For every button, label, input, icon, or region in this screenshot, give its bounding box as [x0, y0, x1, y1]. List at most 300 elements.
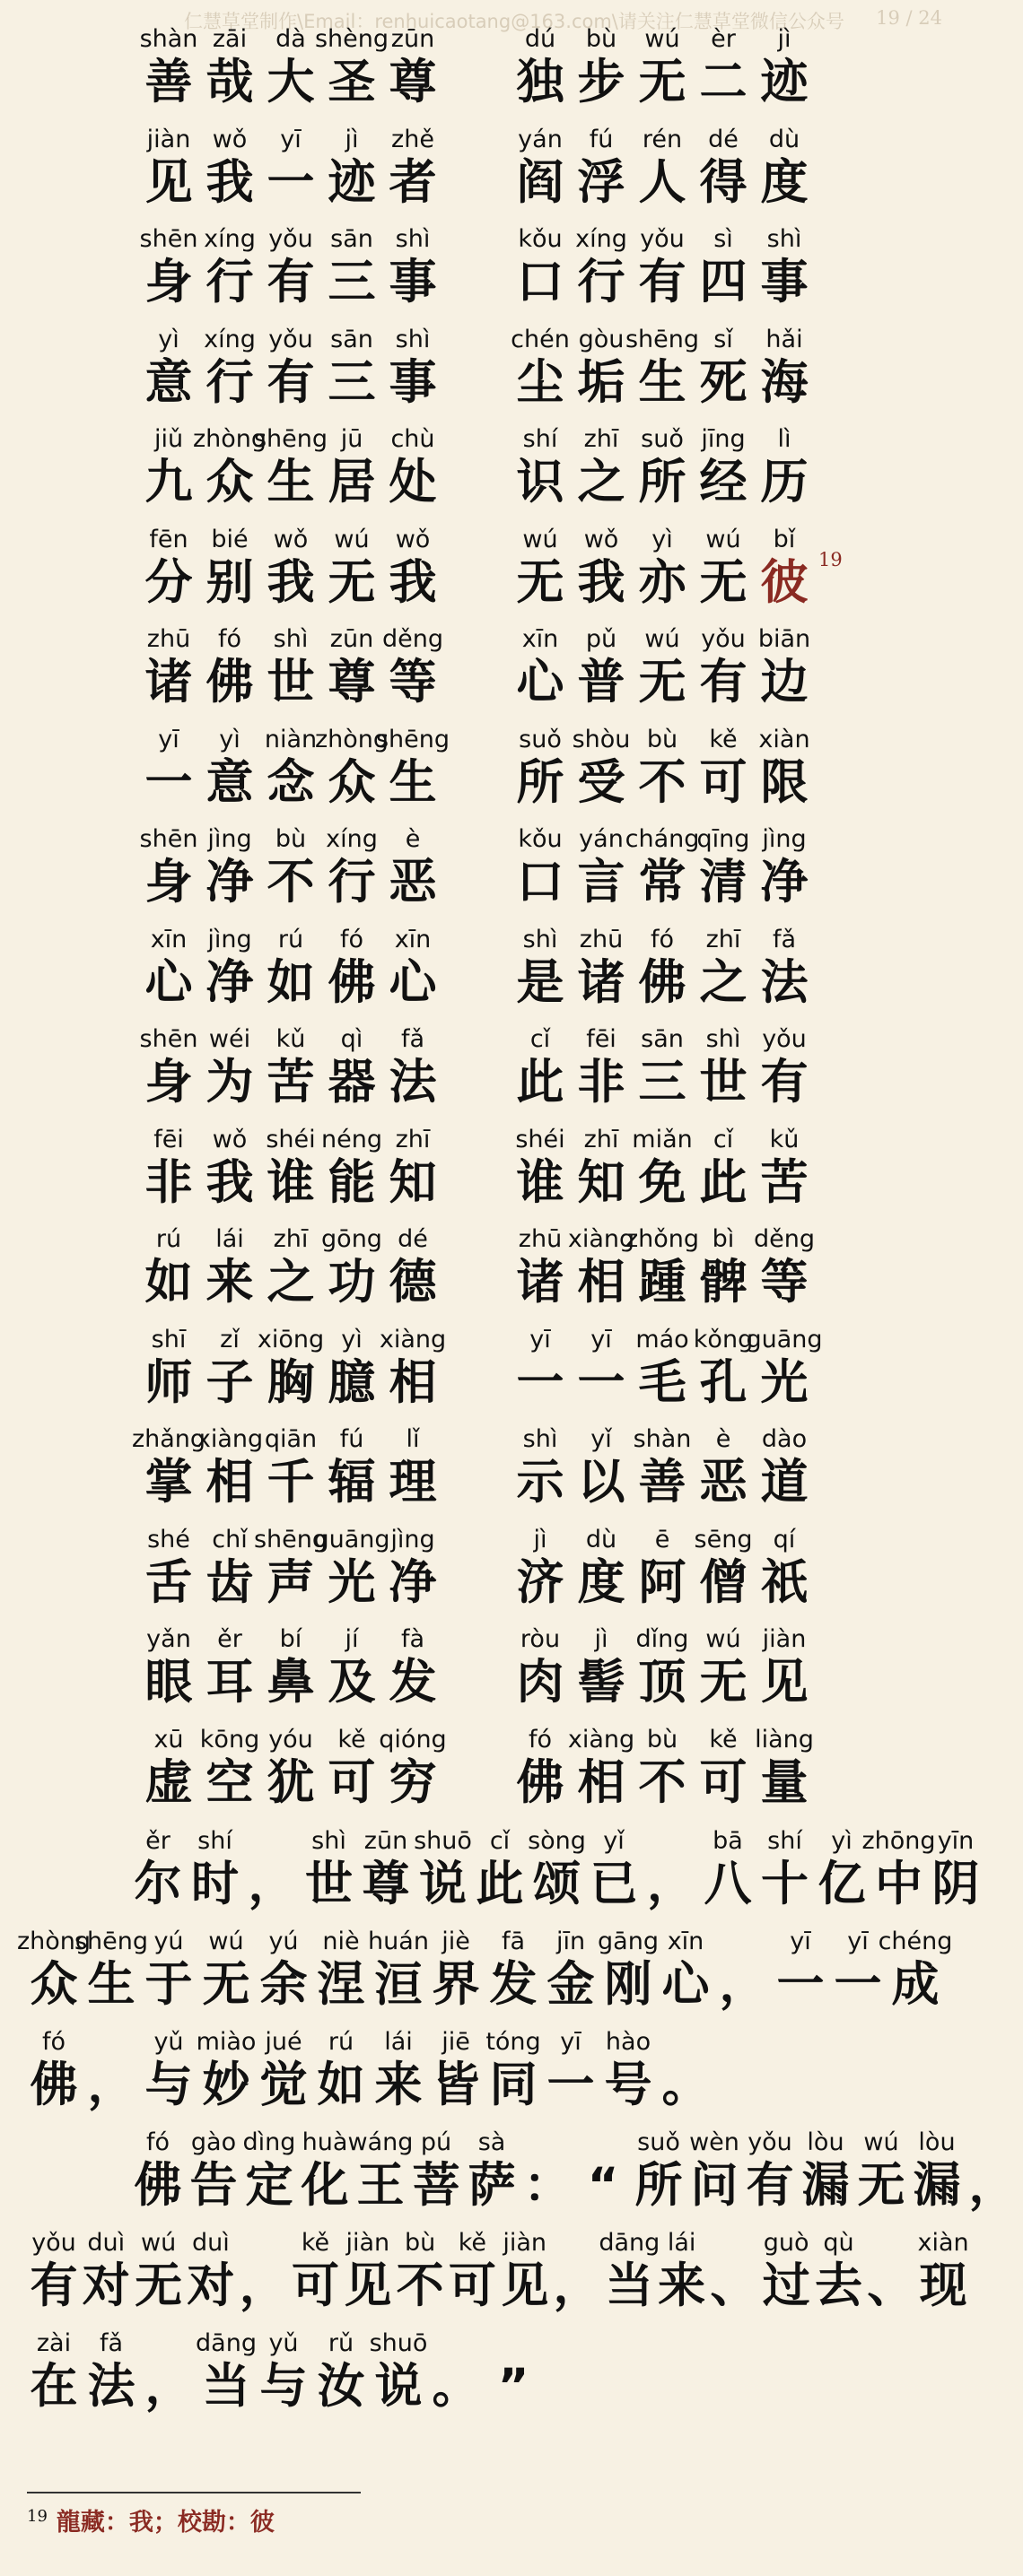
- hanzi: 济: [516, 1554, 564, 1610]
- hanzi: 佛: [134, 2158, 182, 2213]
- hanzi: 是: [516, 954, 564, 1010]
- hanzi: 善: [638, 1455, 686, 1510]
- pinyin: lái: [384, 2028, 413, 2056]
- pinyin: bù: [585, 25, 617, 53]
- pinyin: kǒng: [693, 1325, 754, 1353]
- pinyin: jìng: [207, 825, 252, 853]
- hanzi: 世: [699, 1055, 748, 1110]
- pinyin: yì: [158, 325, 179, 353]
- pinyin: zhǎng: [131, 1425, 206, 1453]
- hanzi: 无: [202, 1957, 250, 2012]
- pinyin: yì: [219, 725, 240, 753]
- verse-line: [0, 1126, 969, 1226]
- hanzi: 与: [259, 2359, 308, 2414]
- hanzi: 法: [760, 954, 809, 1010]
- hanzi: 萨: [468, 2158, 516, 2213]
- pinyin: yī: [590, 1325, 612, 1353]
- hanzi: 阿: [638, 1554, 686, 1610]
- hanzi: 阴: [931, 1857, 980, 1911]
- pinyin: yì: [341, 1325, 363, 1353]
- hanzi: 皆: [432, 2058, 480, 2112]
- pinyin: děng: [381, 625, 443, 653]
- pinyin: shēng: [74, 1928, 149, 1955]
- verse-line: [0, 825, 969, 926]
- hanzi: 海: [760, 354, 809, 410]
- hanzi: 一: [516, 1354, 564, 1410]
- pinyin: yú: [268, 1928, 299, 1955]
- hanzi: 四: [699, 255, 748, 309]
- hanzi: 尊: [362, 1857, 410, 1911]
- pinyin: yǒu: [268, 225, 313, 253]
- verse-line: [0, 1726, 969, 1826]
- pinyin: fú: [589, 125, 614, 153]
- hanzi: 谁: [516, 1154, 564, 1210]
- pinyin: xiàng: [379, 1325, 447, 1353]
- hanzi: 大: [267, 55, 315, 109]
- pinyin: rú: [155, 1225, 182, 1253]
- pinyin: bí: [279, 1625, 302, 1653]
- pinyin: zūn: [363, 1827, 408, 1855]
- hanzi: 边: [760, 655, 809, 709]
- hanzi: 如: [144, 1255, 193, 1310]
- pinyin: tóng: [485, 2028, 541, 2056]
- hanzi: 如: [267, 954, 315, 1010]
- hanzi: 漏: [913, 2158, 961, 2213]
- pinyin: zhě: [391, 125, 434, 153]
- hanzi: 不: [638, 754, 686, 810]
- pinyin: cǐ: [713, 1125, 734, 1153]
- hanzi: 善: [144, 55, 193, 109]
- hanzi: 有: [267, 354, 315, 410]
- hanzi: 眼: [144, 1655, 193, 1710]
- pinyin: fà: [400, 1625, 425, 1653]
- pinyin: suǒ: [637, 2128, 680, 2156]
- hanzi: 事: [389, 354, 437, 410]
- hanzi: 处: [389, 455, 437, 509]
- hanzi: 相: [205, 1455, 254, 1510]
- hanzi: 理: [389, 1455, 437, 1510]
- pinyin: dāng: [599, 2229, 660, 2257]
- pinyin: dù: [768, 125, 800, 153]
- footnote-divider: [27, 2492, 361, 2493]
- pinyin: fēn: [149, 525, 188, 553]
- hanzi: 身: [144, 855, 193, 909]
- hanzi: 世: [305, 1857, 353, 1911]
- hanzi: 空: [205, 1754, 254, 1810]
- pinyin: fú: [339, 1425, 364, 1453]
- pinyin: shēng: [375, 725, 450, 753]
- prose-line: [0, 1827, 980, 1928]
- hanzi: 过: [762, 2258, 810, 2313]
- pinyin: guāng: [746, 1325, 823, 1353]
- hanzi: 可: [328, 1754, 376, 1810]
- hanzi: 一: [267, 154, 315, 210]
- hanzi: ：: [523, 2158, 572, 2213]
- pinyin: zhī: [583, 425, 619, 453]
- pinyin: kǔ: [275, 1025, 306, 1053]
- hanzi: 能: [328, 1154, 376, 1210]
- hanzi: 掌: [144, 1455, 193, 1510]
- pinyin: èr: [711, 25, 736, 53]
- hanzi: 示: [516, 1455, 564, 1510]
- pinyin: fǎ: [772, 925, 797, 953]
- hanzi: 三: [328, 354, 376, 410]
- pinyin: wǒ: [212, 125, 248, 153]
- hanzi: 八: [704, 1857, 752, 1911]
- hanzi: 之: [699, 954, 748, 1010]
- pinyin: jū: [340, 425, 363, 453]
- pinyin: máo: [635, 1325, 689, 1353]
- hanzi: 有: [760, 1055, 809, 1110]
- hanzi: 等: [389, 655, 437, 709]
- hanzi: 无: [638, 55, 686, 109]
- pinyin: guò: [763, 2229, 809, 2257]
- hanzi: 觉: [259, 2058, 308, 2112]
- hanzi: 无: [516, 554, 564, 610]
- pinyin: jīn: [555, 1928, 586, 1955]
- hanzi: 恶: [699, 1455, 748, 1510]
- pinyin: jiàn: [345, 2229, 390, 2257]
- pinyin: yán: [579, 825, 624, 853]
- hanzi: 分: [144, 554, 193, 610]
- hanzi: 言: [577, 855, 625, 909]
- pinyin: zhōng: [861, 1827, 936, 1855]
- hanzi: 不: [638, 1754, 686, 1810]
- hanzi: 佛: [205, 655, 254, 709]
- pinyin: shì: [273, 625, 309, 653]
- pinyin: sēng: [694, 1525, 753, 1553]
- pinyin: gào: [190, 2128, 237, 2156]
- verse-line: [0, 926, 969, 1026]
- pinyin: cǐ: [489, 1827, 511, 1855]
- hanzi: 号: [604, 2058, 652, 2112]
- pinyin: chǐ: [212, 1525, 248, 1553]
- pinyin: chén: [511, 325, 570, 353]
- pinyin: jiè: [442, 1928, 470, 1955]
- hanzi: 对: [187, 2258, 235, 2313]
- hanzi: 一: [776, 1957, 825, 2012]
- pinyin: kǒu: [518, 225, 563, 253]
- pinyin: lì: [777, 425, 791, 453]
- pinyin: bù: [275, 825, 307, 853]
- hanzi: 生: [389, 754, 437, 810]
- hanzi: 子: [205, 1354, 254, 1410]
- pinyin: bù: [404, 2229, 436, 2257]
- pinyin: shì: [311, 1827, 346, 1855]
- pinyin: xiàng: [196, 1425, 264, 1453]
- hanzi: 相: [577, 1255, 625, 1310]
- pinyin: shēn: [139, 225, 198, 253]
- hanzi: 佛: [30, 2058, 78, 2112]
- pinyin: yǒu: [748, 2128, 792, 2156]
- hanzi: 生: [638, 354, 686, 410]
- pinyin: xīn: [521, 625, 559, 653]
- hanzi: 来: [374, 2058, 423, 2112]
- pinyin: jīng: [701, 425, 746, 453]
- hanzi: 刚: [604, 1957, 652, 2012]
- hanzi: 知: [389, 1154, 437, 1210]
- hanzi: 我: [205, 154, 254, 210]
- verse-line: [0, 225, 969, 326]
- pinyin: niè: [322, 1928, 360, 1955]
- hanzi: 阎: [516, 154, 564, 210]
- hanzi: 虚: [144, 1754, 193, 1810]
- hanzi: 来: [658, 2258, 706, 2313]
- hanzi: 化: [301, 2158, 349, 2213]
- hanzi: 无: [699, 554, 748, 610]
- pinyin: yī: [280, 125, 302, 153]
- pinyin: suǒ: [519, 725, 562, 753]
- pinyin: yǐ: [590, 1425, 612, 1453]
- prose-line: [0, 2028, 969, 2128]
- pinyin: fó: [339, 925, 364, 953]
- hanzi: 无: [857, 2158, 905, 2213]
- hanzi: 诸: [144, 655, 193, 709]
- pinyin: yǎn: [146, 1625, 191, 1653]
- hanzi: 说: [374, 2359, 423, 2414]
- hanzi: 无: [135, 2258, 183, 2313]
- pinyin: zhī: [395, 1125, 431, 1153]
- pinyin: dìng: [242, 2128, 296, 2156]
- hanzi: 事: [760, 255, 809, 309]
- hanzi: 垢: [577, 354, 625, 410]
- pinyin: suǒ: [641, 425, 684, 453]
- hanzi: 所: [638, 455, 686, 509]
- pinyin: kōng: [199, 1725, 260, 1754]
- pinyin: shēng: [253, 425, 328, 453]
- hanzi: 此: [699, 1154, 748, 1210]
- pinyin: shì: [522, 1425, 558, 1453]
- hanzi: 与: [144, 2058, 193, 2112]
- hanzi: 。: [432, 2359, 480, 2414]
- hanzi: 及: [328, 1655, 376, 1710]
- pinyin: xíng: [575, 225, 627, 253]
- pinyin: bā: [713, 1827, 743, 1855]
- hanzi: ，: [87, 2058, 136, 2112]
- hanzi: 尔: [134, 1857, 182, 1911]
- pinyin: yǒu: [762, 1025, 807, 1053]
- hanzi: 死: [699, 354, 748, 410]
- pinyin: zhòng: [16, 1928, 92, 1955]
- hanzi: 我: [577, 554, 625, 610]
- pinyin: wǒ: [212, 1125, 248, 1153]
- pinyin: shé: [147, 1525, 190, 1553]
- hanzi: 等: [760, 1255, 809, 1310]
- pinyin: yǔ: [268, 2329, 299, 2357]
- pinyin: rú: [328, 2028, 354, 2056]
- footnote-number: 19: [27, 2507, 48, 2526]
- hanzi: 臆: [328, 1354, 376, 1410]
- hanzi: 以: [577, 1455, 625, 1510]
- footnote-marker: 19: [818, 548, 843, 570]
- hanzi: 非: [144, 1154, 193, 1210]
- pinyin: shòu: [572, 725, 631, 753]
- pinyin: fó: [41, 2028, 66, 2056]
- hanzi: 有: [699, 655, 748, 709]
- hanzi: 告: [189, 2158, 238, 2213]
- hanzi: 众: [30, 1957, 78, 2012]
- pinyin: dé: [708, 125, 739, 153]
- hanzi: 不: [267, 855, 315, 909]
- pinyin: shì: [766, 225, 802, 253]
- pinyin: shēng: [253, 1525, 328, 1553]
- hanzi: 。: [661, 2058, 710, 2112]
- pinyin: jìng: [390, 1525, 435, 1553]
- verse-line: [0, 326, 969, 426]
- hanzi: 二: [699, 55, 748, 109]
- hanzi: 心: [661, 1957, 710, 2012]
- hanzi: 界: [432, 1957, 480, 2012]
- hanzi: 行: [577, 255, 625, 309]
- hanzi: 髀: [699, 1255, 748, 1310]
- pinyin: sān: [330, 325, 373, 353]
- pinyin: yì: [651, 525, 673, 553]
- hanzi: 十: [761, 1857, 809, 1911]
- pinyin: sǐ: [713, 325, 733, 353]
- pinyin: dù: [585, 1525, 617, 1553]
- pinyin: zài: [36, 2329, 72, 2357]
- hanzi: 浮: [577, 154, 625, 210]
- pinyin: wǒ: [395, 525, 431, 553]
- hanzi: 问: [690, 2158, 739, 2213]
- hanzi: 经: [699, 455, 748, 509]
- hanzi: 三: [328, 255, 376, 309]
- pinyin: xíng: [204, 225, 256, 253]
- hanzi: 有: [30, 2258, 78, 2313]
- pinyin: niàn: [264, 725, 318, 753]
- pinyin: sì: [713, 225, 733, 253]
- hanzi: 恶: [389, 855, 437, 909]
- hanzi: 毛: [638, 1354, 686, 1410]
- pinyin: jiàn: [762, 1625, 807, 1653]
- pinyin: kě: [301, 2229, 330, 2257]
- hanzi: 苦: [760, 1154, 809, 1210]
- hanzi: 哉: [205, 55, 254, 109]
- prose-line: [0, 2229, 969, 2329]
- hanzi: 说: [419, 1857, 467, 1911]
- pinyin: cháng: [625, 825, 700, 853]
- pinyin: yī: [560, 2028, 581, 2056]
- hanzi: 中: [875, 1857, 922, 1911]
- verse-line: [0, 1225, 969, 1326]
- hanzi: 于: [144, 1957, 193, 2012]
- pinyin: wú: [863, 2128, 899, 2156]
- hanzi: 道: [760, 1455, 809, 1510]
- hanzi: 事: [389, 255, 437, 309]
- hanzi: 一: [144, 754, 193, 810]
- hanzi: 之: [267, 1255, 315, 1310]
- pinyin: ē: [654, 1525, 670, 1553]
- hanzi: ，: [719, 1957, 767, 2012]
- pinyin: gōng: [321, 1225, 382, 1253]
- hanzi: 三: [638, 1055, 686, 1110]
- pinyin: duì: [87, 2229, 126, 2257]
- hanzi: 、: [867, 2258, 915, 2313]
- pinyin: shéi: [515, 1125, 565, 1153]
- hanzi: 行: [205, 255, 254, 309]
- hanzi: 僧: [699, 1554, 748, 1610]
- hanzi: 免: [638, 1154, 686, 1210]
- pinyin: pú: [420, 2128, 452, 2156]
- hanzi: 我: [205, 1154, 254, 1210]
- hanzi: 九: [144, 455, 193, 509]
- pinyin: qióng: [379, 1725, 447, 1754]
- pinyin: děng: [753, 1225, 815, 1253]
- pinyin: sān: [641, 1025, 684, 1053]
- hanzi: 可: [292, 2258, 339, 2313]
- hanzi: 犹: [267, 1754, 315, 1810]
- hanzi: 受: [577, 754, 625, 810]
- hanzi: 清: [699, 855, 748, 909]
- pinyin: yì: [831, 1827, 852, 1855]
- pinyin: zūn: [390, 25, 435, 53]
- pinyin: liàng: [755, 1725, 814, 1754]
- hanzi: 诸: [577, 954, 625, 1010]
- hanzi: 历: [760, 455, 809, 509]
- pinyin: yǒu: [701, 625, 746, 653]
- pinyin: xíng: [204, 325, 256, 353]
- hanzi: 限: [760, 754, 809, 810]
- hanzi: 时: [191, 1857, 239, 1911]
- hanzi: 佛: [638, 954, 686, 1010]
- hanzi: 众: [205, 455, 254, 509]
- pinyin: chéng: [878, 1928, 953, 1955]
- hanzi: 意: [205, 754, 254, 810]
- pinyin: jí: [345, 1625, 359, 1653]
- pinyin: shéi: [266, 1125, 316, 1153]
- hanzi: 无: [699, 1655, 748, 1710]
- hanzi: 妙: [202, 2058, 250, 2112]
- hanzi: 器: [328, 1055, 376, 1110]
- pinyin: qì: [340, 1025, 363, 1053]
- pinyin: duì: [192, 2229, 230, 2257]
- hanzi: 苦: [267, 1055, 315, 1110]
- hanzi: 迹: [328, 154, 376, 210]
- hanzi: 踵: [638, 1255, 686, 1310]
- verse-line: [0, 726, 969, 826]
- pinyin: wú: [644, 25, 680, 53]
- hanzi: 心: [389, 954, 437, 1010]
- pinyin: sà: [477, 2128, 506, 2156]
- hanzi: 相: [577, 1754, 625, 1810]
- pinyin: yán: [518, 125, 563, 153]
- hanzi: 度: [577, 1554, 625, 1610]
- pinyin: yǒu: [31, 2229, 76, 2257]
- hanzi: 辐: [328, 1455, 376, 1510]
- hanzi: 菩: [412, 2158, 460, 2213]
- pinyin: shī: [151, 1325, 187, 1353]
- hanzi: 肉: [516, 1655, 564, 1710]
- pinyin: wú: [334, 525, 370, 553]
- footnote-text: 龍藏：我；校勘：彼: [56, 2509, 275, 2537]
- pinyin: bié: [211, 525, 249, 553]
- pinyin: jì: [777, 25, 791, 53]
- pinyin: wèn: [689, 2128, 739, 2156]
- hanzi: 同: [489, 2058, 538, 2112]
- hanzi: 一: [834, 1957, 882, 2012]
- pinyin: xīn: [150, 925, 188, 953]
- hanzi: 法: [87, 2359, 136, 2414]
- hanzi: 谁: [267, 1154, 315, 1210]
- hanzi: 可: [699, 1754, 748, 1810]
- pinyin: wú: [644, 625, 680, 653]
- hanzi: 见: [144, 154, 193, 210]
- pinyin: néng: [321, 1125, 382, 1153]
- hanzi: 步: [577, 55, 625, 109]
- pinyin: shì: [395, 325, 431, 353]
- pinyin: rú: [277, 925, 304, 953]
- pinyin: xiàng: [567, 1225, 635, 1253]
